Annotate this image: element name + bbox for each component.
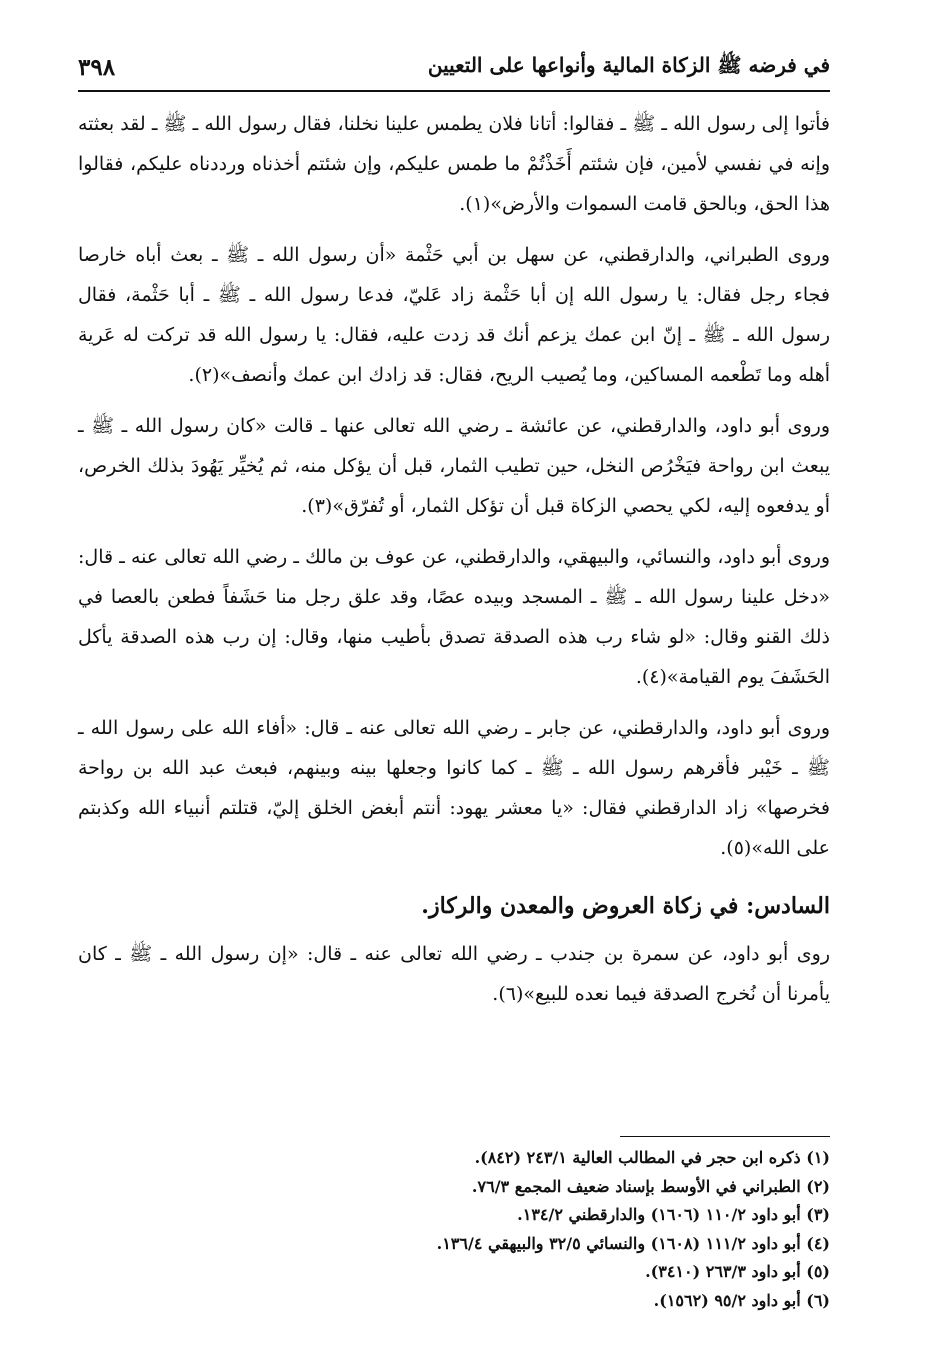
footnote: (١) ذكره ابن حجر في المطالب العالية ٢٤٣/١ (٨٤٢). (474, 1148, 830, 1167)
body-text (78, 104, 830, 1014)
footnote: (٥) أبو داود ٢٦٣/٣ (٣٤١٠). (645, 1262, 830, 1281)
footnote: (٣) أبو داود ١١٠/٢ (١٦٠٦) والدارقطني ١٣٤/٢. (517, 1205, 830, 1224)
footnotes (78, 1144, 830, 1315)
footnote: (٢) الطبراني في الأوسط بإسناد ضعيف المجمع ٧٦/٣. (471, 1176, 830, 1196)
footnote-divider (620, 1136, 830, 1137)
header-title: في فرضه ﷺ الزكاة المالية وأنواعها على التعيين (427, 52, 830, 77)
footnote: (٦) أبو داود ٩٥/٢ (١٥٦٢). (653, 1290, 830, 1310)
paragraph: فأتوا إلى رسول الله ـ ﷺ ـ فقالوا: أتانا فلان يطمس علينا نخلنا، فقال رسول الله ـ ﷺ ـ لقد بعثته وإنه في نفسي لأمين، فإن شئتم أَخَذْتُمْ ما طمس عليكم، وإن شئتم أخذناه ورددناه عليكم، فقالوا هذا الحق، وبالحق قامت السموات والأرض»(١). (78, 113, 830, 215)
book-page (78, 44, 830, 1334)
paragraph: وروى أبو داود، والنسائي، والبيهقي، والدارقطني، عن عوف بن مالك ـ رضي الله تعالى عنه ـ قال: «دخل علينا رسول الله ـ ﷺ ـ المسجد وبيده عصًا، وقد علق رجل منا حَشَفاً فطعن بالعصا في ذلك القنو وقال: «لو شاء رب هذه الصدقة تصدق بأطيب منها، وقال: إن رب هذه الصدقة يأكل الحَشَفَ يوم القيامة»(٤). (78, 546, 830, 688)
section-heading: السادس: في زكاة العروض والمعدن والركاز. (421, 893, 830, 919)
footnote: (٤) أبو داود ١١١/٢ (١٦٠٨) والنسائي ٣٢/٥ والبيهقي ١٣٦/٤. (436, 1233, 830, 1253)
running-header (78, 44, 830, 92)
paragraph: روى أبو داود، عن سمرة بن جندب ـ رضي الله تعالى عنه ـ قال: «إن رسول الله ـ ﷺ ـ كان يأمرنا أن نُخرج الصدقة فيما نعده للبيع»(٦). (78, 943, 830, 1005)
paragraph: وروى أبو داود، والدارقطني، عن جابر ـ رضي الله تعالى عنه ـ قال: «أفاء الله على رسول الله ـ ﷺ ـ خَيْبر فأقرهم رسول الله ـ ﷺ ـ كما كانوا وجعلها بينه وبينهم، فبعث عبد الله بن رواحة فخرصها» زاد الدارقطني فقال: «يا معشر يهود: أنتم أبغض الخلق إليّ، قتلتم أنبياء الله وكذبتم على الله»(٥). (78, 717, 830, 859)
paragraph: وروى الطبراني، والدارقطني، عن سهل بن أبي حَثْمة «أن رسول الله ـ ﷺ ـ بعث أباه خارصا فجاء رجل فقال: يا رسول الله إن أبا حَثْمة زاد عَليّ، فدعا رسول الله ـ ﷺ ـ أبا حَثْمة، فقال رسول الله ـ ﷺ ـ إنّ ابن عمك يزعم أنك قد زدت عليه، فقال: يا رسول الله قد تركت له عَرية أهله وما تَطْعمه المساكين، وما يُصيب الريح، فقال: قد زادك ابن عمك وأنصف»(٢). (78, 244, 830, 386)
page-number: ٣٩٨ (78, 53, 116, 81)
paragraph: وروى أبو داود، والدارقطني، عن عائشة ـ رضي الله تعالى عنها ـ قالت «كان رسول الله ـ ﷺ ـ يبعث ابن رواحة فيَخْرُص النخل، حين تطيب الثمار، قبل أن يؤكل منه، ثم يُخيِّر يَهُودَ بذلك الخرص، أو يدفعوه إليه، لكي يحصي الزكاة قبل أن تؤكل الثمار، أو تُفرّق»(٣). (78, 415, 830, 517)
